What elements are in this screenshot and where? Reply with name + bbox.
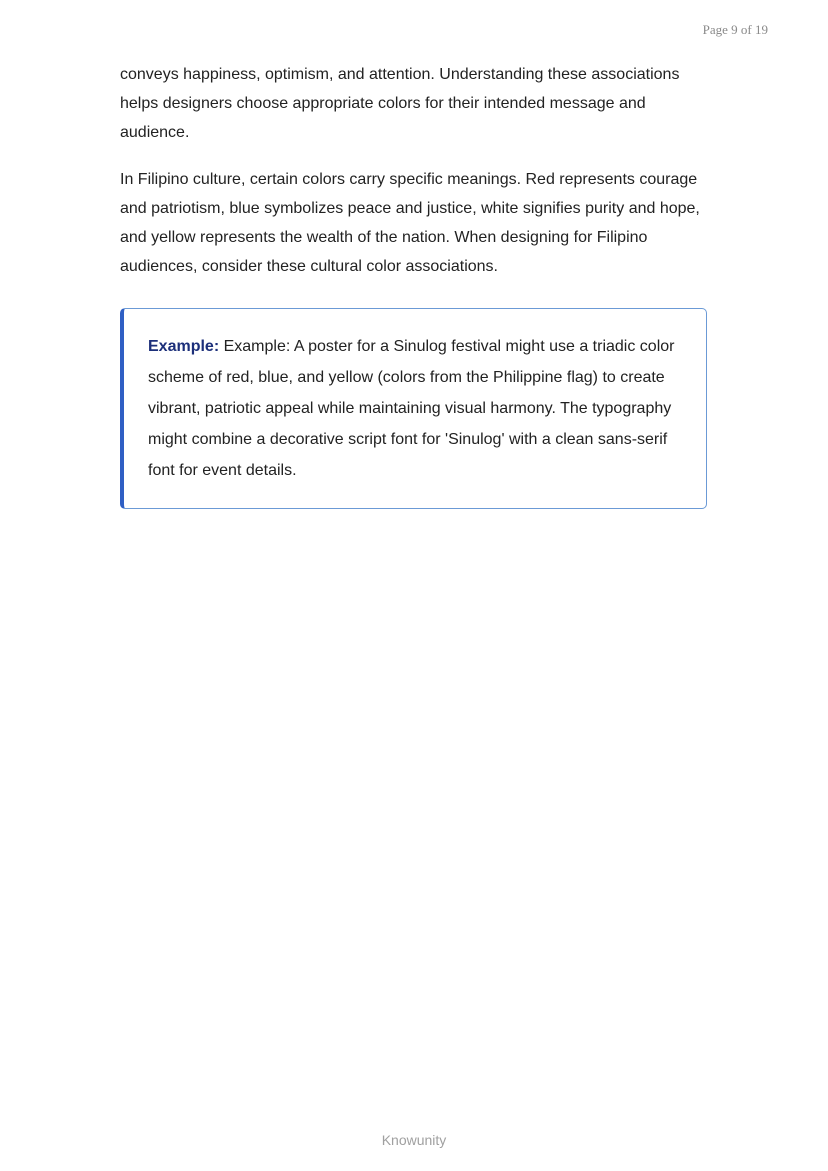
example-body-text: Example: A poster for a Sinulog festival might use a triadic color scheme of red, blue, and yellow (colors from the Philippine flag) to create vibrant, patriotic appeal while maintaining visual harmony. The typography might combine a decorative script font for 'Sinulog' with a clean sans-serif font for event details. [148,338,675,479]
document-body [120,60,700,299]
paragraph-filipino-culture: In Filipino culture, certain colors carry specific meanings. Red represents courage and patriotism, blue symbolizes peace and justice, white signifies purity and hope, and yellow represents the wealth of the nation. When designing for Filipino audiences, consider these cultural color associations. [120,171,700,275]
example-label: Example: [148,338,220,355]
example-callout-box [120,308,707,509]
page-number: Page 9 of 19 [702,22,768,37]
footer-brand: Knowunity [381,1132,447,1148]
paragraph-color-associations: conveys happiness, optimism, and attention. Understanding these associations helps designers choose appropriate colors for their intended message and audience. [120,66,680,141]
example-text-block [148,331,706,486]
